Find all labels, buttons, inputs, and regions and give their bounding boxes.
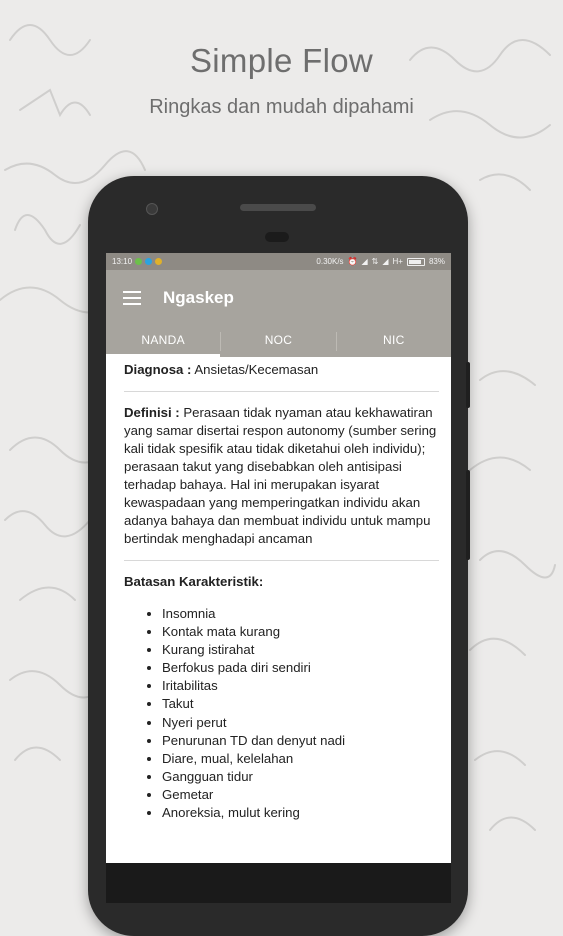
diagnosa-label: Diagnosa : xyxy=(124,362,192,377)
hamburger-icon[interactable] xyxy=(123,291,141,305)
list-item: • Insomnia xyxy=(162,605,439,623)
definisi-section xyxy=(124,392,439,561)
promo-subtitle: Ringkas dan mudah dipahami xyxy=(149,96,414,118)
list-item: • Takut xyxy=(162,695,439,713)
notification-icon xyxy=(135,258,142,265)
list-item: • Kontak mata kurang xyxy=(162,623,439,641)
batasan-section xyxy=(124,561,439,832)
signal-icon: ◢ xyxy=(361,257,368,266)
data-arrows-icon: ⇅ xyxy=(371,257,379,266)
list-item: • Anoreksia, mulut kering xyxy=(162,804,439,822)
tab-noc[interactable]: NOC xyxy=(264,333,293,347)
content-area[interactable] xyxy=(106,357,451,832)
list-item: • Penurunan TD dan denyut nadi xyxy=(162,732,439,750)
signal-icon: ◢ xyxy=(382,257,389,266)
tab-nic[interactable]: NIC xyxy=(383,333,405,347)
volume-button xyxy=(466,470,470,560)
list-item: • Kurang istirahat xyxy=(162,641,439,659)
chrome-icon xyxy=(155,258,162,265)
phone-bottom-bezel xyxy=(106,863,451,903)
batasan-label: Batasan Karakteristik: xyxy=(124,574,264,589)
promo-title: Simple Flow xyxy=(189,42,373,79)
status-time: 13:10 xyxy=(112,257,133,266)
app-title: Ngaskep xyxy=(163,288,234,307)
front-camera xyxy=(146,203,158,215)
battery-icon xyxy=(407,258,425,266)
app-bar xyxy=(106,270,451,326)
earpiece-speaker xyxy=(240,204,316,211)
definisi-value: Perasaan tidak nyaman atau kekhawatiran yang samar disertai respon autonomy (sumber sering kali tidak spesifik atau tidak diketahui oleh individu); perasaan takut yang disebabkan oleh antisipasi terhadap bahaya. Hal ini merupakan isyarat kewaspadaan yang memperingatkan individu akan adanya bahaya dan membuat individu untuk mampu bertindak menghadapi ancaman xyxy=(124,405,437,546)
diagnosa-section xyxy=(124,357,439,392)
list-item: • Diare, mual, kelelahan xyxy=(162,750,439,768)
alarm-icon: ⏰ xyxy=(347,257,358,266)
power-button xyxy=(466,362,470,408)
phone-screen xyxy=(106,253,451,863)
list-item: • Gemetar xyxy=(162,786,439,804)
network-speed: 0.30K/s xyxy=(316,257,344,266)
list-item: • Iritabilitas xyxy=(162,677,439,695)
notification-icon xyxy=(145,258,152,265)
list-item: • Gangguan tidur xyxy=(162,768,439,786)
battery-level: 83% xyxy=(428,257,445,266)
proximity-sensor xyxy=(265,232,289,242)
list-item: • Nyeri perut xyxy=(162,714,439,732)
list-item: • Berfokus pada diri sendiri xyxy=(162,659,439,677)
batasan-list xyxy=(124,605,439,822)
tab-nanda[interactable]: NANDA xyxy=(106,326,220,357)
status-bar xyxy=(106,253,451,270)
definisi-label: Definisi : xyxy=(124,405,180,420)
diagnosa-value: Ansietas/Kecemasan xyxy=(194,362,319,377)
network-type: H+ xyxy=(392,257,403,266)
tab-bar xyxy=(106,326,451,357)
